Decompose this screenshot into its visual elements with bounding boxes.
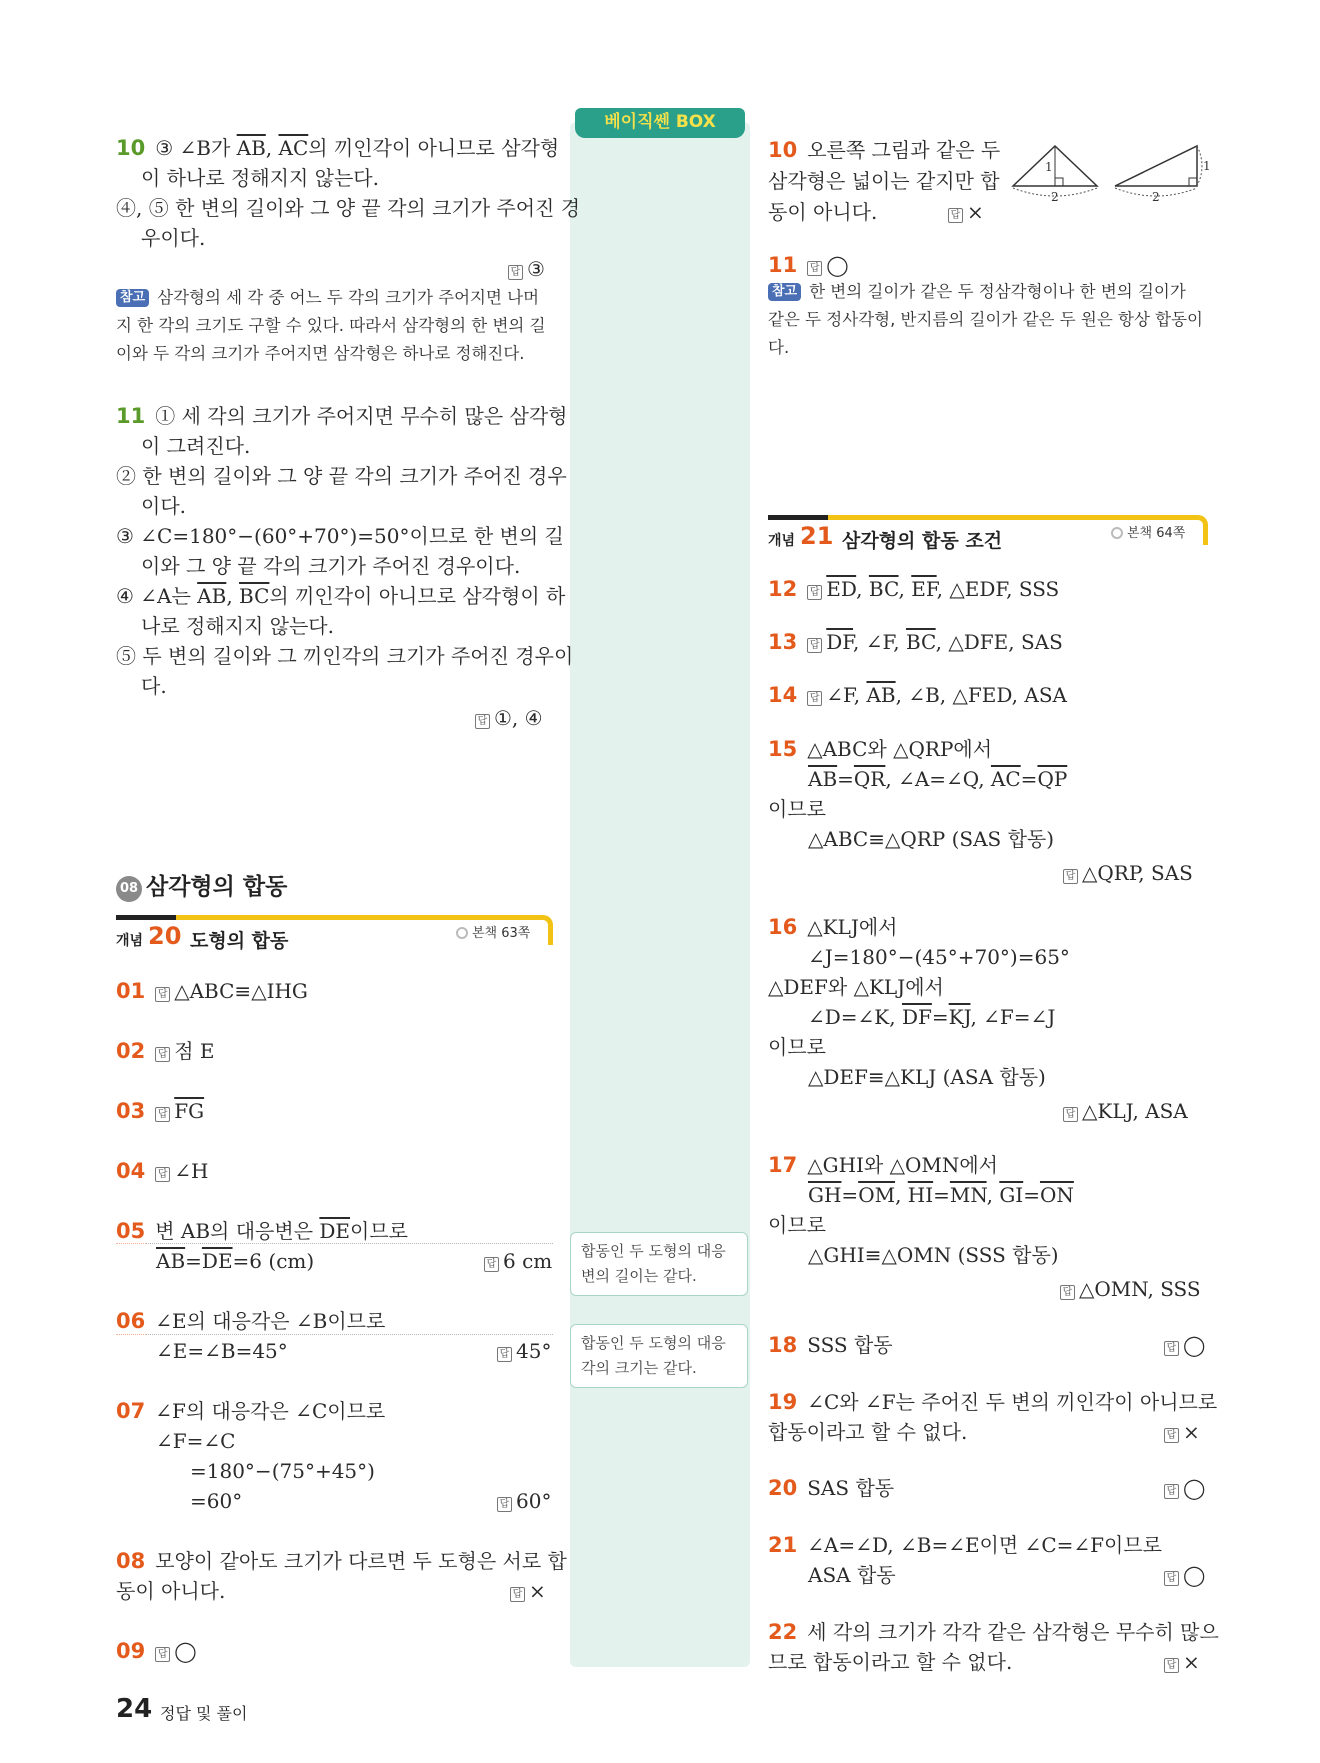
right-q17-answer: 답 △OMN, SSS (1060, 1274, 1201, 1304)
fig-label: 1 (1203, 159, 1211, 173)
left-q04: 04 답 ∠H (116, 1159, 209, 1183)
left-q06-line1: 06 ∠E의 대응각은 ∠B이므로 (116, 1309, 386, 1333)
left-q07-line2: ∠F=∠C (156, 1429, 236, 1453)
right-q16-line3: △DEF와 △KLJ에서 (768, 975, 944, 999)
side-note-sides: 합동인 두 도형의 대응 변의 길이는 같다. (570, 1232, 748, 1296)
left-q10-answer: 답 ③ (508, 257, 545, 281)
left-q07-line3: =180°−(75°+45°) (190, 1459, 375, 1483)
note-tag: 참고 (768, 283, 801, 301)
right-q10-line1: 10 오른쪽 그림과 같은 두 (768, 138, 1001, 162)
left-q07-answer: 답 60° (497, 1489, 551, 1513)
left-q06-answer: 답 45° (497, 1339, 551, 1363)
right-q21-answer: 답 ◯ (1164, 1560, 1205, 1590)
answer-mark-icon: 답 (155, 1107, 170, 1122)
right-q16-answer: 답 △KLJ, ASA (1063, 1096, 1188, 1126)
left-q11-line8: 나로 정해지지 않는다. (141, 614, 334, 638)
left-q10-line3: ④, ⑤ 한 변의 길이와 그 양 끝 각의 크기가 주어진 경 (116, 196, 581, 220)
answer-mark-icon: 답 (1063, 869, 1078, 884)
left-q11-line4: 이다. (141, 494, 186, 518)
concept-number: 21 (800, 522, 834, 550)
left-q02: 02 답 점 E (116, 1039, 215, 1063)
left-q07-line1: 07 ∠F의 대응각은 ∠C이므로 (116, 1399, 386, 1423)
left-q07-line4: =60° (190, 1489, 243, 1513)
section-heading: 08 삼각형의 합동 (116, 868, 287, 902)
answer-mark-icon: 답 (807, 261, 822, 276)
right-q21-line1: 21 ∠A=∠D, ∠B=∠E이면 ∠C=∠F이므로 (768, 1533, 1162, 1557)
answer-mark-icon: 답 (497, 1347, 512, 1362)
right-q16-line2: ∠J=180°−(45°+70°)=65° (808, 945, 1070, 969)
right-q19-answer: 답 × (1164, 1417, 1200, 1447)
right-q15-line3: 이므로 (768, 797, 826, 821)
right-q20-answer: 답 ◯ (1164, 1473, 1205, 1503)
answer-mark-icon: 답 (1164, 1428, 1179, 1443)
answer-mark-icon: 답 (807, 638, 822, 653)
concept-title: 삼각형의 합동 조건 (842, 530, 1003, 552)
right-q17-line3: 이므로 (768, 1213, 826, 1237)
concept-title: 도형의 합동 (190, 930, 289, 952)
answer-mark-icon: 답 (1063, 1107, 1078, 1122)
triangles-figure (1005, 138, 1215, 208)
left-q05-line1: 05 변 AB의 대응변은 $\overline{DE}$이므로 (116, 1219, 408, 1243)
right-q10-line2: 삼각형은 넓이는 같지만 합 (768, 169, 1000, 193)
book-reference: 본책 64쪽 (1111, 522, 1185, 541)
page-number: 24 (116, 1694, 153, 1724)
answer-mark-icon: 답 (1164, 1571, 1179, 1586)
left-q11-line3: ② 한 변의 길이와 그 양 끝 각의 크기가 주어진 경우 (116, 464, 567, 488)
left-q05-answer: 답 6 cm (484, 1249, 552, 1273)
right-q10-answer: 답 × (948, 200, 984, 224)
concept-label: 개념 (768, 533, 796, 549)
answer-mark-icon: 답 (1060, 1285, 1075, 1300)
left-q08-line2: 동이 아니다. (116, 1579, 226, 1603)
right-q17-line2: $\overline{GH}=\overline{OM}$, $\overline{HI}=\overline{MN}$, $\overline{GI}=\overline{ON}$ (808, 1183, 1074, 1207)
fig-label: 2 (1152, 190, 1160, 204)
right-q22-line1: 22 세 각의 크기가 각각 같은 삼각형은 무수히 많으 (768, 1620, 1219, 1644)
answer-mark-icon: 답 (475, 714, 490, 729)
answer-mark-icon: 답 (508, 265, 523, 280)
right-q16-line4: ∠D=∠K, $\overline{DF}=\overline{KJ}$, ∠F=∠J (808, 1005, 1056, 1029)
concept-number: 20 (148, 922, 182, 950)
right-q17-line1: 17 △GHI와 △OMN에서 (768, 1153, 999, 1177)
answer-mark-icon: 답 (510, 1587, 525, 1602)
reference-icon (456, 927, 468, 939)
left-q11-line7: ④ ∠A는 $\overline{AB}$, $\overline{BC}$의 끼인각이 아니므로 삼각형이 하 (116, 584, 566, 608)
side-note-angles: 합동인 두 도형의 대응 각의 크기는 같다. (570, 1324, 748, 1388)
left-q11-line9: ⑤ 두 변의 길이와 그 끼인각의 크기가 주어진 경우이 (116, 644, 574, 668)
left-q03: 03 답 $\overline{FG}$ (116, 1099, 205, 1123)
right-q19-line1: 19 ∠C와 ∠F는 주어진 두 변의 끼인각이 아니므로 (768, 1390, 1218, 1414)
right-q15-answer: 답 △QRP, SAS (1063, 858, 1193, 888)
right-q10-line3: 동이 아니다. (768, 200, 878, 224)
left-q06-line2: ∠E=∠B=45° (156, 1339, 288, 1363)
left-q10-line1: 10 ③ ∠B가 $\overline{AB}$, $\overline{AC}$의 끼인각이 아니므로 삼각형 (116, 136, 560, 160)
answer-mark-icon: 답 (155, 1047, 170, 1062)
right-q14: 14 답 ∠F, $\overline{AB}$, ∠B, △FED, ASA (768, 683, 1067, 707)
answer-mark-icon: 답 (484, 1257, 499, 1272)
answer-mark-icon: 답 (1164, 1658, 1179, 1673)
answer-mark-icon: 답 (497, 1497, 512, 1512)
left-q01: 01 답 △ABC≡△IHG (116, 979, 308, 1003)
answer-mark-icon: 답 (155, 1167, 170, 1182)
concept-label: 개념 (116, 933, 144, 949)
fig-label: 2 (1051, 190, 1059, 204)
right-q16-line1: 16 △KLJ에서 (768, 915, 898, 939)
right-q12: 12 답 $\overline{ED}$, $\overline{BC}$, $\overline{EF}$, △EDF, SSS (768, 577, 1060, 601)
left-q05-line2: $\overline{AB}=\overline{DE}=6$ (cm) (156, 1249, 315, 1273)
left-q08-line1: 08 모양이 같아도 크기가 다르면 두 도형은 서로 합 (116, 1549, 567, 1573)
basic-box-tab: 베이직쎈 BOX (575, 108, 745, 138)
right-q18: 18 SSS 합동 (768, 1333, 893, 1357)
left-q10-line2: 이 하나로 정해지지 않는다. (141, 166, 379, 190)
right-q15-line2: $\overline{AB}=\overline{QR}$, ∠A=∠Q, $\overline{AC}=\overline{QP}$ (808, 767, 1068, 791)
section-badge: 08 (116, 876, 142, 902)
right-q16-line5: 이므로 (768, 1035, 826, 1059)
right-q11: 11 답 ◯ (768, 253, 849, 277)
right-q22-line2: 므로 합동이라고 할 수 없다. (768, 1650, 1013, 1674)
right-q17-line4: △GHI≡△OMN (SSS 합동) (808, 1243, 1059, 1267)
right-q20: 20 SAS 합동 (768, 1476, 895, 1500)
left-q11-line10: 다. (141, 674, 167, 698)
right-q22-answer: 답 × (1164, 1647, 1200, 1677)
basic-box-strip (570, 122, 750, 1667)
right-q11-note: 참고 한 변의 길이가 같은 두 정삼각형이나 한 변의 길이가 같은 두 정사각형, 반지름의 길이가 같은 두 원은 항상 합동이 다. (768, 282, 1203, 357)
left-q08-answer: 답 × (510, 1579, 546, 1603)
right-q15-line1: 15 △ABC와 △QRP에서 (768, 737, 993, 761)
fig-label: 1 (1045, 160, 1053, 174)
right-q18-answer: 답 ◯ (1164, 1330, 1205, 1360)
answer-mark-icon: 답 (155, 1647, 170, 1662)
reference-icon (1111, 527, 1123, 539)
right-q16-line6: △DEF≡△KLJ (ASA 합동) (808, 1065, 1046, 1089)
answer-mark-icon: 답 (155, 987, 170, 1002)
right-q21-line2: ASA 합동 (808, 1563, 896, 1587)
left-q09: 09 답 ◯ (116, 1639, 197, 1663)
right-q13: 13 답 $\overline{DF}$, ∠F, $\overline{BC}$, △DFE, SAS (768, 630, 1063, 654)
left-q10-line4: 우이다. (141, 226, 206, 250)
book-reference: 본책 63쪽 (456, 922, 530, 941)
answer-mark-icon: 답 (807, 691, 822, 706)
answer-mark-icon: 답 (1164, 1484, 1179, 1499)
left-q11-line1: 11 ① 세 각의 크기가 주어지면 무수히 많은 삼각형 (116, 404, 568, 428)
answer-mark-icon: 답 (1164, 1341, 1179, 1356)
note-tag: 참고 (116, 289, 149, 307)
left-q11-line5: ③ ∠C=180°−(60°+70°)=50°이므로 한 변의 길 (116, 524, 564, 548)
left-q10-note: 참고 삼각형의 세 각 중 어느 두 각의 크기가 주어지면 나머 지 한 각의 크기도 구할 수 있다. 따라서 삼각형의 한 변의 길 이와 두 각의 크기가 주어지면 삼각형은 하나로 정해진다. (116, 288, 546, 363)
footer-label: 정답 및 풀이 (160, 1704, 248, 1723)
left-q11-answer: 답 ①, ④ (475, 706, 543, 730)
right-q15-line4: △ABC≡△QRP (SAS 합동) (808, 827, 1055, 851)
right-q19-line2: 합동이라고 할 수 없다. (768, 1420, 968, 1444)
answer-mark-icon: 답 (948, 208, 963, 223)
left-q11-line2: 이 그려진다. (141, 434, 251, 458)
answer-mark-icon: 답 (807, 585, 822, 600)
left-q11-line6: 이와 그 양 끝 각의 크기가 주어진 경우이다. (141, 554, 521, 578)
